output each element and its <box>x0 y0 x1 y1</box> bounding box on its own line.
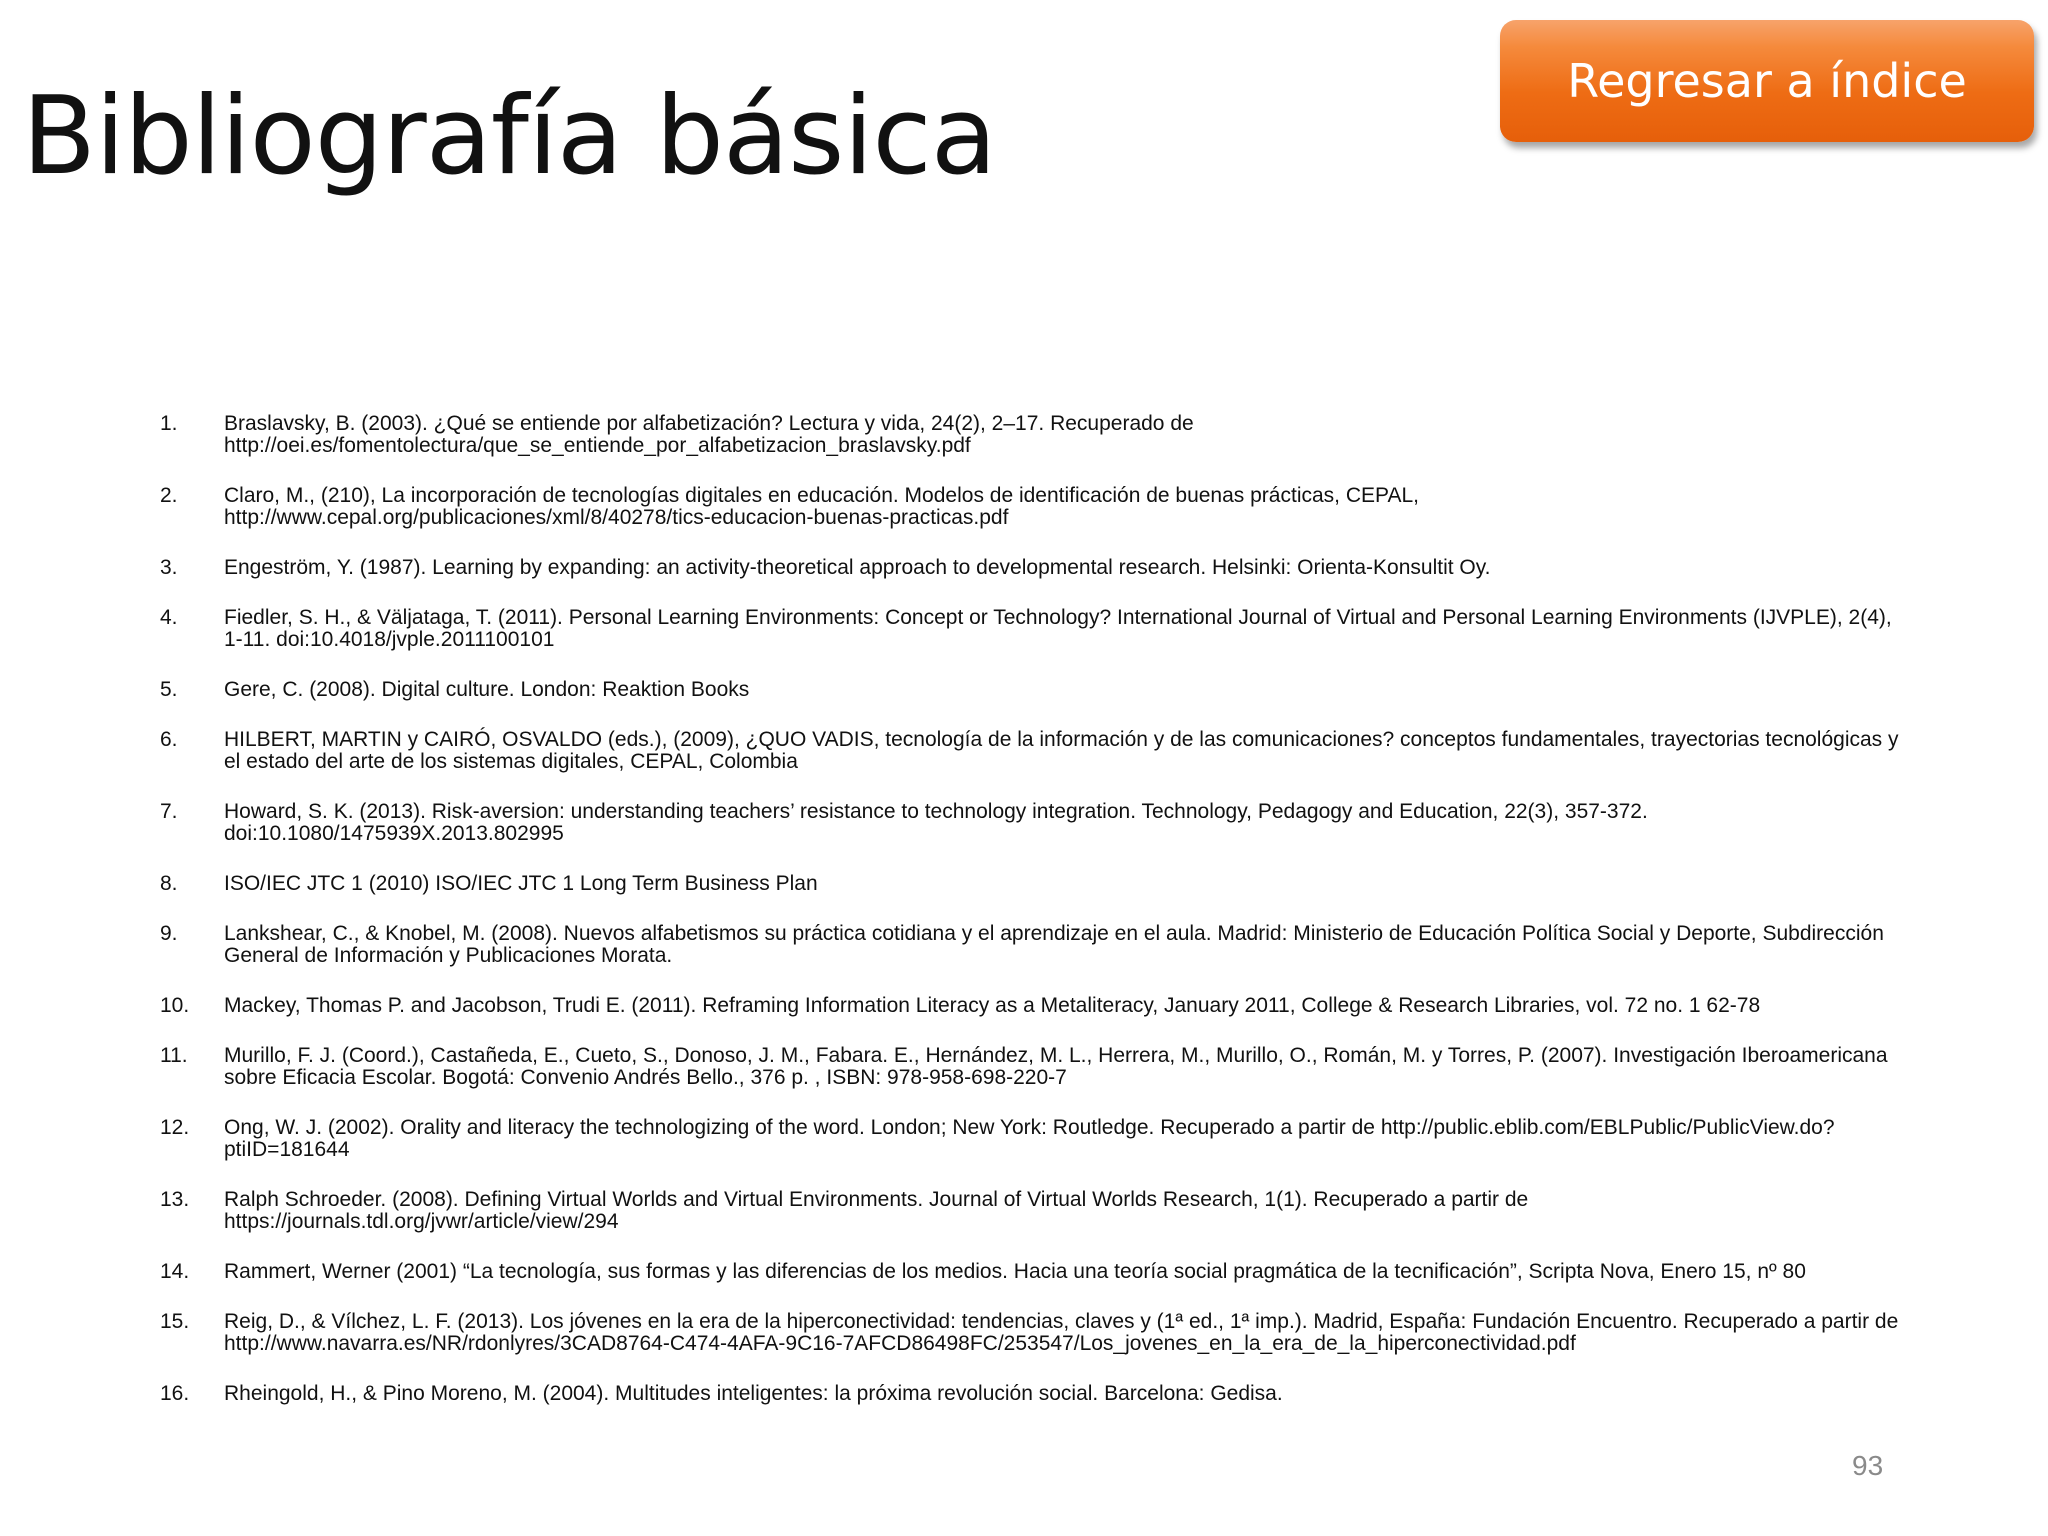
reference-text: Rammert, Werner (2001) “La tecnología, sus formas y las diferencias de los medios. Hacia una teoría social pragmática de la tecnificación”, Scripta Nova, Enero 15, nº 80 <box>224 1260 1806 1283</box>
reference-item <box>160 679 1900 701</box>
reference-number: 11. <box>160 1044 188 1067</box>
reference-item <box>160 485 1900 529</box>
reference-number: 14. <box>160 1260 190 1283</box>
reference-number: 6. <box>160 728 178 751</box>
page-number: 93 <box>1852 1450 1884 1481</box>
reference-item <box>160 607 1900 651</box>
reference-item <box>160 557 1900 579</box>
reference-text: Ong, W. J. (2002). Orality and literacy the technologizing of the word. London; New York: Routledge. Recuperado a partir de http://public.eblib.com/EBLPublic/PublicView.do?ptiID=181644 <box>224 1116 1835 1161</box>
reference-text: Murillo, F. J. (Coord.), Castañeda, E., Cueto, S., Donoso, J. M., Fabara. E., Hernández, M. L., Herrera, M., Murillo, O., Román, M. y Torres, P. (2007). Investigación Iberoamericana sobre Eficacia Escolar. Bogotá: Convenio Andrés Bello., 376 p. , ISBN: 978-958-698-220-7 <box>224 1044 1888 1089</box>
reference-item <box>160 923 1900 967</box>
reference-text: Engeström, Y. (1987). Learning by expanding: an activity-theoretical approach to developmental research. Helsinki: Orienta-Konsultit Oy. <box>224 556 1491 579</box>
reference-list <box>160 413 1900 1433</box>
reference-number: 8. <box>160 872 178 895</box>
reference-number: 3. <box>160 556 178 579</box>
reference-text: Braslavsky, B. (2003). ¿Qué se entiende por alfabetización? Lectura y vida, 24(2), 2–17. Recuperado de http://oei.es/fomentolectura/que_se_entiende_por_alfabetizacion_braslavsky.pdf <box>224 412 1194 457</box>
reference-item <box>160 801 1900 845</box>
back-to-index-button[interactable] <box>1500 20 2034 142</box>
reference-number: 1. <box>160 412 178 435</box>
reference-text: HILBERT, MARTIN y CAIRÓ, OSVALDO (eds.), (2009), ¿QUO VADIS, tecnología de la información y de las comunicaciones? conceptos fundamentales, trayectorias tecnológicas y el estado del arte de los sistemas digitales, CEPAL, Colombia <box>224 728 1899 773</box>
reference-number: 9. <box>160 922 178 945</box>
reference-text: Mackey, Thomas P. and Jacobson, Trudi E. (2011). Reframing Information Literacy as a Metaliteracy, January 2011, College & Research Libraries, vol. 72 no. 1 62-78 <box>224 994 1761 1017</box>
reference-number: 4. <box>160 606 178 629</box>
reference-text: Lankshear, C., & Knobel, M. (2008). Nuevos alfabetismos su práctica cotidiana y el aprendizaje en el aula. Madrid: Ministerio de Educación Política Social y Deporte, Subdirección General de Información y Publicaciones Morata. <box>224 922 1884 967</box>
reference-number: 5. <box>160 678 178 701</box>
reference-text: ISO/IEC JTC 1 (2010) ISO/IEC JTC 1 Long Term Business Plan <box>224 872 818 895</box>
reference-number: 2. <box>160 484 178 507</box>
reference-item <box>160 1045 1900 1089</box>
reference-text: Howard, S. K. (2013). Risk-aversion: understanding teachers’ resistance to technology integration. Technology, Pedagogy and Education, 22(3), 357-372. doi:10.1080/1475939X.2013.802995 <box>224 800 1648 845</box>
reference-text: Rheingold, H., & Pino Moreno, M. (2004). Multitudes inteligentes: la próxima revolución social. Barcelona: Gedisa. <box>224 1382 1283 1405</box>
reference-item <box>160 729 1900 773</box>
reference-text: Ralph Schroeder. (2008). Defining Virtual Worlds and Virtual Environments. Journal of Virtual Worlds Research, 1(1). Recuperado a partir de https://journals.tdl.org/jvwr/article/view/294 <box>224 1188 1529 1233</box>
reference-item <box>160 1383 1900 1405</box>
reference-text: Claro, M., (210), La incorporación de tecnologías digitales en educación. Modelos de identificación de buenas prácticas, CEPAL, http://www.cepal.org/publicaciones/xml/8/40278/tics-educacion-buenas-practicas.pdf <box>224 484 1419 529</box>
back-to-index-button-label: Regresar a índice <box>1567 54 1967 108</box>
reference-number: 10. <box>160 994 190 1017</box>
reference-number: 15. <box>160 1310 190 1333</box>
reference-item <box>160 873 1900 895</box>
reference-item <box>160 1261 1900 1283</box>
reference-item <box>160 995 1900 1017</box>
reference-item <box>160 1189 1900 1233</box>
reference-item <box>160 1311 1900 1355</box>
reference-number: 16. <box>160 1382 190 1405</box>
reference-text: Gere, C. (2008). Digital culture. London: Reaktion Books <box>224 678 750 701</box>
reference-number: 13. <box>160 1188 190 1211</box>
reference-number: 7. <box>160 800 178 823</box>
reference-item <box>160 1117 1900 1161</box>
reference-number: 12. <box>160 1116 190 1139</box>
reference-item <box>160 413 1900 457</box>
page-title: Bibliografía básica <box>22 74 996 199</box>
reference-text: Reig, D., & Vílchez, L. F. (2013). Los jóvenes en la era de la hiperconectividad: tendencias, claves y (1ª ed., 1ª imp.). Madrid, España: Fundación Encuentro. Recuperado a partir de http://www.navarra.es/NR/rdonlyres/3CAD8764-C474-4AFA-9C16-7AFCD86498FC/253547/Los_jovenes_en_la_era_de_la_hiperconectividad.pdf <box>224 1310 1899 1355</box>
reference-text: Fiedler, S. H., & Väljataga, T. (2011). Personal Learning Environments: Concept or Technology? International Journal of Virtual and Personal Learning Environments (IJVPLE), 2(4), 1-11. doi:10.4018/jvple.2011100101 <box>224 606 1892 651</box>
